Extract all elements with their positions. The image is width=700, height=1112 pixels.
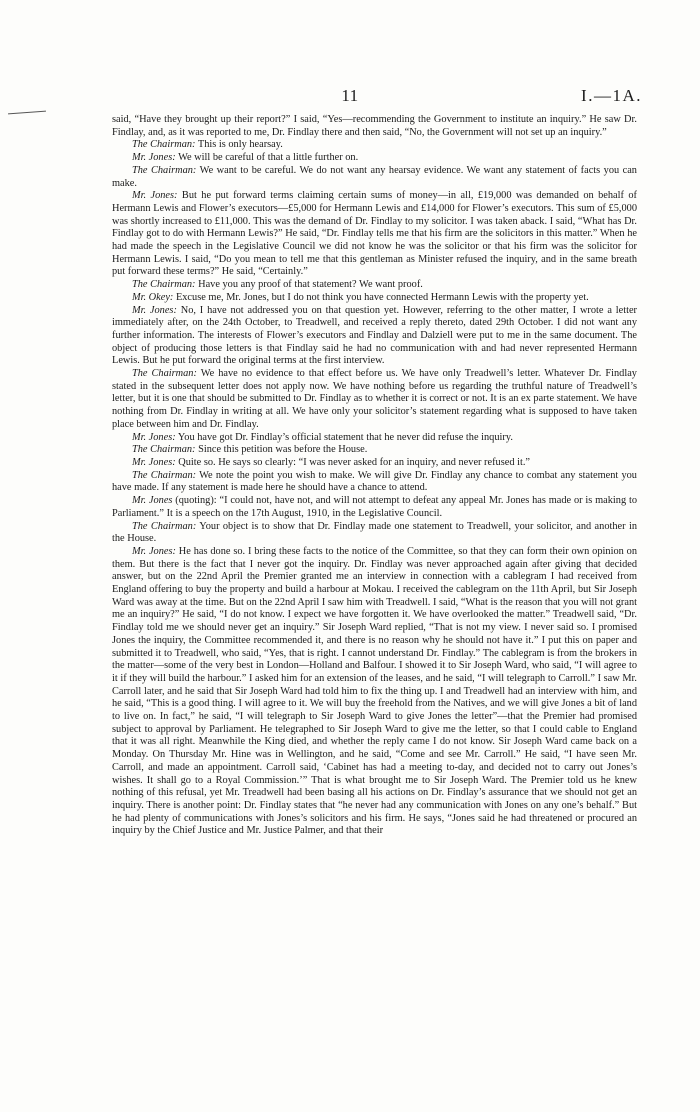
speaker-name: The Chairman: [132, 279, 196, 291]
paragraph-text: No, I have not addressed you on that question yet. However, referring to the other matter, I wrote a letter immediately after, on the 24th October, to Treadwell, and received a reply thereto, dated 29th October. I did not want any further information. The interests of Flower’s executors and Findlay and Dalziell were put to me in the same document. The object of producing those letters is that Findlay said he had no communication with and had never represented Hermann Lewis. But he put forward the original terms at the first interview. [112, 304, 638, 367]
paragraph [112, 114, 637, 139]
speaker-name: Mr. Jones: [132, 431, 176, 443]
margin-mark [8, 111, 46, 115]
paragraph [112, 457, 637, 470]
paragraph [112, 432, 637, 445]
speaker-name: The Chairman: [132, 520, 197, 532]
paragraph [112, 190, 637, 279]
paragraph-text: We note the point you wish to make. We will give Dr. Findlay any chance to combat any statement you have made. If any statement is made here he should have a chance to attend. [112, 469, 637, 494]
paragraph-text: You have got Dr. Findlay’s official statement that he never did refuse the inquiry. [175, 431, 513, 443]
paragraph [112, 495, 637, 520]
paragraph-text: Quite so. He says so clearly: “I was never asked for an inquiry, and never refused it.” [175, 456, 531, 468]
paragraph [112, 279, 637, 292]
paragraph [112, 305, 637, 369]
paragraph [112, 444, 637, 457]
paragraph-text: Have you any proof of that statement? We want proof. [195, 279, 423, 291]
speaker-name: The Chairman: [132, 139, 196, 151]
paragraph [112, 368, 637, 432]
speaker-name: The Chairman: [132, 469, 197, 481]
speaker-name: The Chairman: [132, 368, 197, 380]
paragraph-text: But he put forward terms claiming certain sums of money—in all, £19,000 was demanded on behalf of Hermann Lewis and Flower’s executors—£5,000 for Hermann Lewis and £14,000 for Flower’s executors. This sum of £5,000 was shortly increased to £11,000. This was the demand of Dr. Findlay to my solicitor. I was taken aback. I said, “What has Dr. Findlay got to do with Hermann Lewis?” He said, “Dr. Findlay tells me that his firm are the solicitors in this matter.” When he had made the speech in the Legislative Council we did not know he was the solicitor or that his firm was the solicitor for Hermann Lewis. I said, “Do you mean to tell me that this gentleman as Minister refused the inquiry, and in the same breath put forward these terms?” He said, “Certainly.” [112, 190, 637, 278]
paragraph [112, 139, 637, 152]
speaker-name: Mr. Jones: [132, 456, 176, 468]
paragraph [112, 165, 637, 190]
speaker-name: Mr. Jones: [132, 304, 177, 316]
paragraph [112, 521, 637, 546]
paragraph-text: He has done so. I bring these facts to the notice of the Committee, so that they can form their own opinion on them. But there is the fact that I never got the inquiry. Dr. Findlay was never approached again after giving that decided answer, but on the 22nd April the Premier granted me an interview in connection with a cablegram I had received from England offering to buy the property and build a harbour at Mokau. I received the cablegram on the 11th April, but Sir Joseph Ward was away at the time. But on the 22nd April I saw him with Treadwell. I said, “What is the reason that you will not grant me an inquiry?” He said, “I do not know. I expect we have forgotten it. We have overlooked the matter.” Treadwell said, “Dr. Findlay told me we should never get an inquiry.” Sir Joseph Ward replied, “That is not my view. I never said so. I promised Jones the inquiry, the Committee recommended it, and there is no reason why he should not have it.” I put this on paper and submitted it to Treadwell, who said, “Yes, that is right. I cannot understand Dr. Findlay.” The cablegram is from the brokers in the matter—some of the very best in London—Holland and Balfour. I showed it to Sir Joseph Ward, who said, “I will agree to it if they will build the harbour.” I asked him for an extension of the leases, and he said, “I will telegraph to Carroll.” I saw Mr. Carroll later, and he said that Sir Joseph Ward had told him to fix the thing up. I and Treadwell had an interview with him, and he said, “This is a good thing. I will agree to it. We will buy the freehold from the Natives, and we will give Jones a bit of land to live on. In fact,” he said, “I will telegraph to Sir Joseph Ward to give Jones the letter”—that the Premier had promised subject to approval by Parliament. He telegraphed to Sir Joseph Ward to give me the letter, so that I could cable to England that it was all right. Meanwhile the King died, and whether the reply came I do not know. Sir Joseph Ward came back on a Monday. On Thursday Mr. Hine was in Wellington, and he said, “Come and see Mr. Carroll.” He said, “I have seen Mr. Carroll, and made an appointment. Carroll said, ‘Cabinet has had a meeting to-day, and decided not to carry out Jones’s wishes. It shall go to a Royal Commission.’” That is what brought me to Sir Joseph Ward. The Premier told us he knew nothing of this refusal, yet Mr. Treadwell had been basing all his actions on Dr. Findlay’s assurance that we should not get an inquiry. There is another point: Dr. Findlay states that “he never had any communication with Jones on any one’s behalf.” But he had plenty of communications with Jones’s solicitors and his firm. He says, “Jones said he had threatened or procured an inquiry by the Chief Justice and Mr. Justice Palmer, and that their [112, 545, 637, 837]
paragraph-text: Since this petition was before the House. [195, 444, 368, 456]
speaker-name: Mr. Jones: [132, 545, 176, 557]
paragraph-text: Your object is to show that Dr. Findlay made one statement to Treadwell, your solicitor, and another in the House. [112, 520, 637, 545]
speaker-name: Mr. Okey: [132, 291, 174, 303]
paragraph-text: (quoting): “I could not, have not, and will not attempt to defeat any appeal Mr. Jones has made or is making to Parliament.” It is a speech on the 17th August, 1910, in the Legislative Council. [112, 495, 638, 519]
paragraph [112, 470, 637, 495]
speaker-name: Mr. Jones: [132, 190, 178, 202]
speaker-name: Mr. Jones: [132, 152, 176, 164]
paragraph-text: We want to be careful. We do not want any hearsay evidence. We want any statement of facts you can make. [112, 164, 637, 189]
paragraph [112, 152, 637, 165]
paragraph-text: said, “Have they brought up their report?” I said, “Yes—recommending the Government to institute an inquiry.” He saw Dr. Findlay, and, as it was reported to me, Dr. Findlay there and then said, “No, the Government will not set up an inquiry.” [112, 114, 637, 138]
paragraph [112, 546, 637, 838]
paragraph-text: This is only hearsay. [195, 139, 283, 151]
paragraph-text: We will be careful of that a little further on. [175, 152, 359, 164]
paragraph-text: We have no evidence to that effect before us. We have only Treadwell’s letter. Whatever Dr. Findlay stated in the subsequent letter does not apply now. We have nothing before us regarding the truthful nature of Treadwell’s letter, but it is one that should be submitted to Dr. Findlay as to whether it is correct or not. It is an ex parte statement. We have nothing from Dr. Findlay in writing at all. We have only your solicitor’s statement regarding what is supposed to have taken place between him and Dr. Findlay. [112, 368, 637, 430]
body-text [112, 114, 637, 838]
paragraph [112, 292, 637, 305]
page-code: I.—1A. [581, 86, 642, 105]
speaker-name: The Chairman: [132, 444, 196, 456]
speaker-name: Mr. Jones [132, 495, 173, 507]
speaker-name: The Chairman: [132, 164, 197, 176]
page-number: 11 [341, 86, 359, 105]
paragraph-text: Excuse me, Mr. Jones, but I do not think you have connected Hermann Lewis with the property yet. [173, 291, 589, 303]
